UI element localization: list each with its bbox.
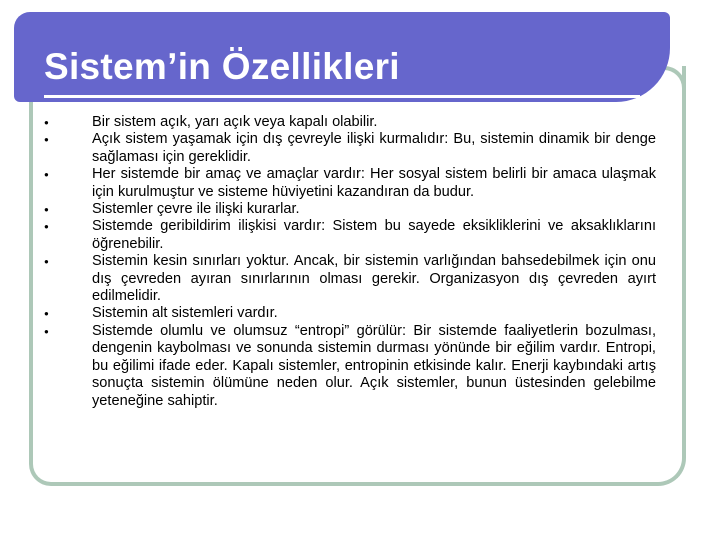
bullet-icon: [44, 218, 92, 235]
bullet-icon: [44, 323, 92, 340]
bullet-icon: [44, 114, 92, 131]
list-item: [44, 114, 656, 131]
list-item: [44, 201, 656, 218]
list-item: [44, 166, 656, 201]
bullet-icon: [44, 201, 92, 218]
list-item: [44, 218, 656, 253]
bullet-list: [44, 114, 656, 410]
title-underline: [44, 95, 640, 98]
list-item-text: Açık sistem yaşamak için dış çevreyle ilişki kurmalıdır: Bu, sistemin dinamik bir denge sağlaması için gereklidir.: [92, 131, 656, 165]
list-item-text: Her sistemde bir amaç ve amaçlar vardır: Her sosyal sistem belirli bir amaca ulaşmak için kurulmuştur ve sisteme hüviyetini kazandıran da budur.: [92, 166, 656, 200]
list-item: [44, 305, 656, 322]
page-title: Sistem’in Özellikleri: [44, 46, 400, 87]
list-item-text: Bir sistem açık, yarı açık veya kapalı olabilir.: [92, 114, 378, 130]
list-item: [44, 131, 656, 166]
list-item-text: Sistemler çevre ile ilişki kurarlar.: [92, 201, 300, 218]
list-item-text: Sistemde geribildirim ilişkisi vardır: Sistem bu sayede eksikliklerini ve aksaklıklarını öğrenebilir.: [92, 218, 656, 252]
list-item-text: Sistemin kesin sınırları yoktur. Ancak, bir sistemin varlığından bahsedebilmek için onu dış çevreden ayıran sınırlarının olması gerekir. Organizasyon dış çevreden ayırt edilmelidir.: [92, 253, 656, 305]
list-item: [44, 253, 656, 305]
bullet-icon: [44, 166, 92, 183]
list-item-text: Sistemin alt sistemleri vardır.: [92, 305, 278, 322]
bullet-list-container: [44, 114, 656, 410]
list-item-text: Sistemde olumlu ve olumsuz “entropi” görülür: Bir sistemde faaliyetlerin bozulması, dengenin kaybolması ve sonunda sistemin durması yönünde bir eğilim vardır. Entropi, bu eğilimi ifade eder. Kapalı sistemler, entropinin etkisinde kalır. Enerji kaybındaki artış sonuçta sistemin ölümüne neden olur. Açık sistemler, bunun üstesinden gelebilme yeteneğine sahiptir.: [92, 322, 656, 409]
bullet-icon: [44, 305, 92, 322]
list-item: [44, 323, 656, 410]
bullet-icon: [44, 253, 92, 270]
bullet-icon: [44, 131, 92, 148]
